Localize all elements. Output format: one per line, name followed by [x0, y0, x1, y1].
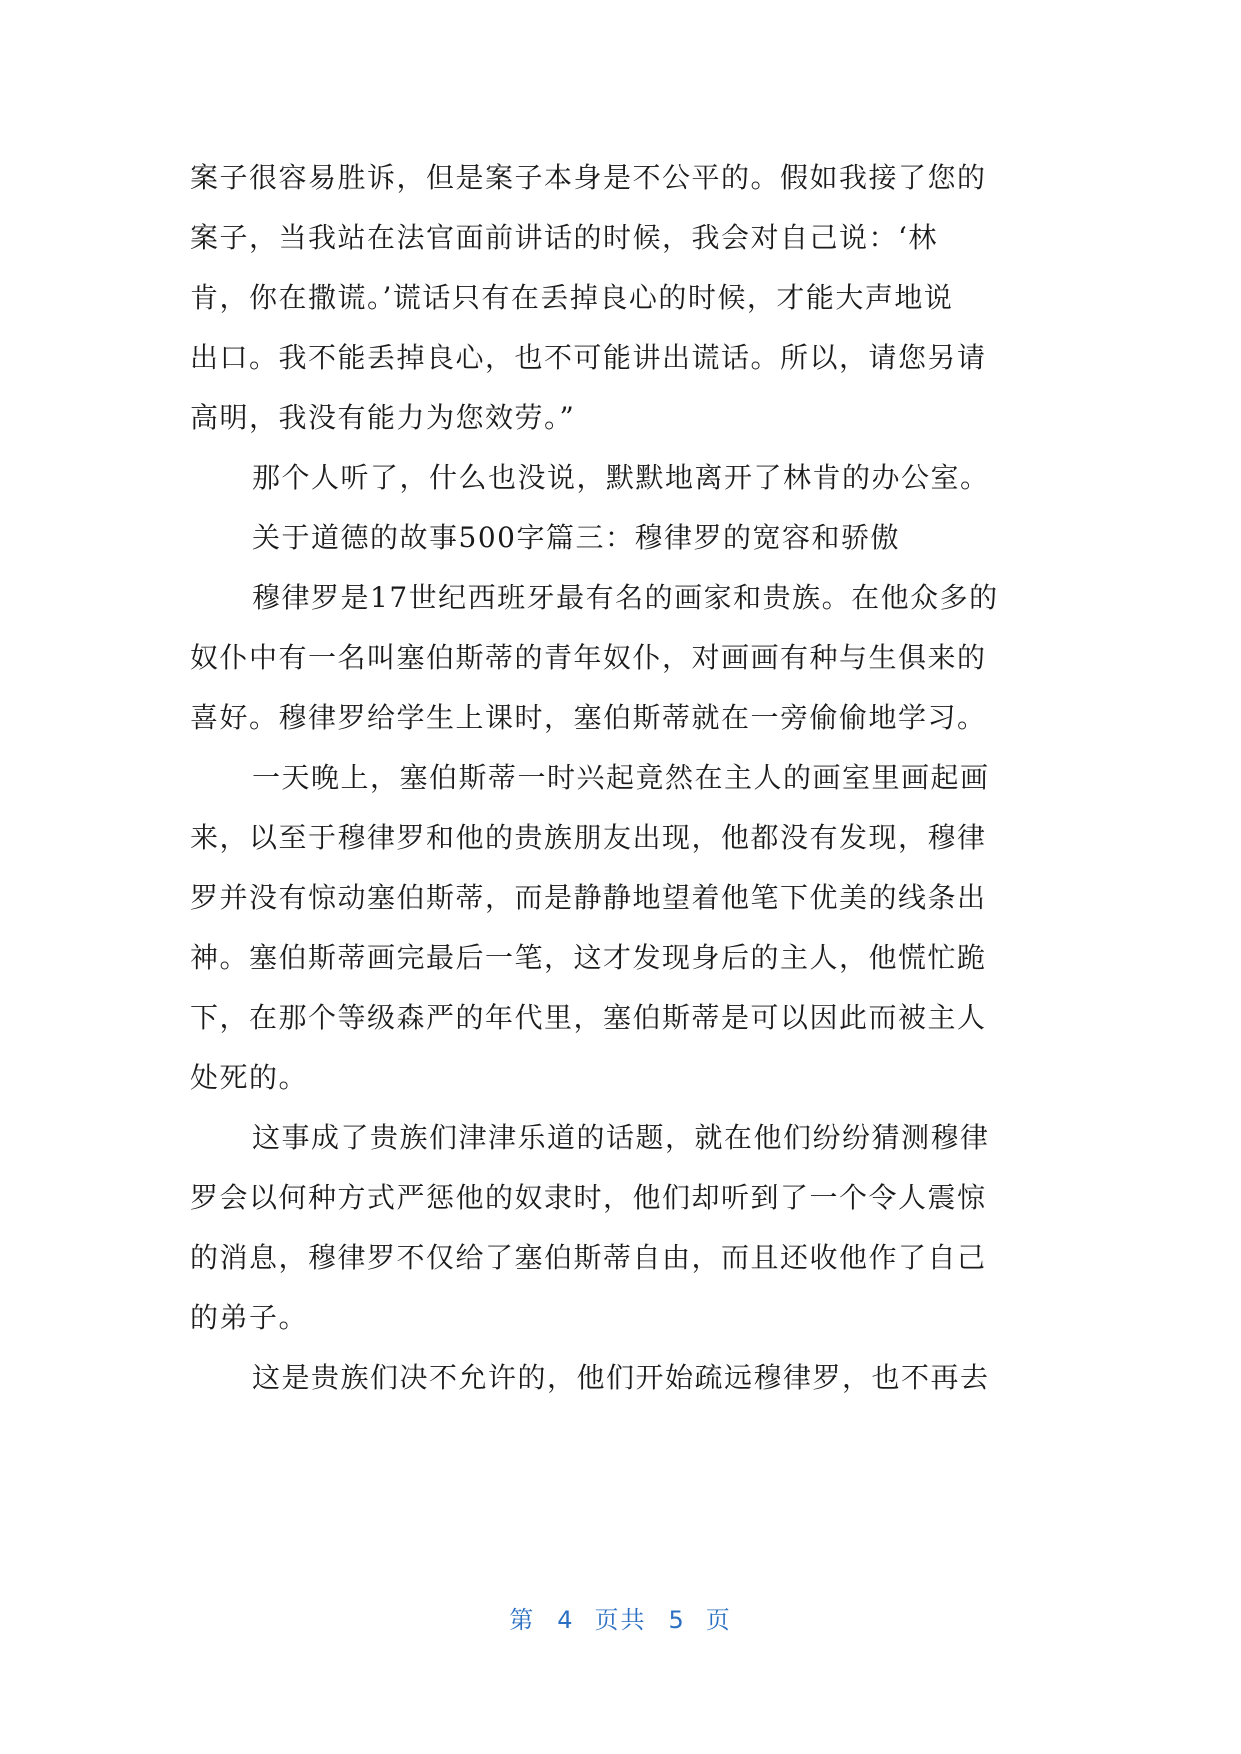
page-footer	[0, 1600, 1241, 1640]
footer-label-suffix: 页	[705, 1606, 732, 1634]
text-line: 处死的。	[190, 1061, 309, 1094]
text-line: 奴仆中有一名叫塞伯斯蒂的青年奴仆，对画画有种与生俱来的	[190, 641, 987, 674]
text-line: 穆律罗是17世纪西班牙最有名的画家和贵族。在他众多的	[252, 581, 999, 614]
text-line: 这事成了贵族们津津乐道的话题，就在他们纷纷猜测穆律	[252, 1121, 990, 1154]
text-line: 出口。我不能丢掉良心，也不可能讲出谎话。所以，请您另请	[190, 341, 987, 374]
text-line: 下，在那个等级森严的年代里，塞伯斯蒂是可以因此而被主人	[190, 1001, 987, 1034]
text-line: 案子，当我站在法官面前讲话的时候，我会对自己说：‘林	[190, 221, 938, 254]
text-line: 神。塞伯斯蒂画完最后一笔，这才发现身后的主人，他慌忙跪	[190, 941, 987, 974]
text-line: 肯，你在撒谎。’谎话只有在丢掉良心的时候，才能大声地说	[190, 281, 954, 314]
text-line: 的弟子。	[190, 1301, 309, 1334]
text-line: 案子很容易胜诉，但是案子本身是不公平的。假如我接了您的	[190, 161, 987, 194]
text-line: 高明，我没有能力为您效劳。”	[190, 401, 576, 434]
footer-label-middle: 页共	[594, 1606, 647, 1634]
current-page-number: 4	[557, 1606, 573, 1634]
section-heading: 关于道德的故事500字篇三：穆律罗的宽容和骄傲	[252, 521, 900, 554]
footer-label-prefix: 第	[509, 1606, 536, 1634]
text-line: 那个人听了，什么也没说，默默地离开了林肯的办公室。	[252, 461, 990, 494]
text-line: 这是贵族们决不允许的，他们开始疏远穆律罗，也不再去	[252, 1361, 990, 1394]
text-line: 喜好。穆律罗给学生上课时，塞伯斯蒂就在一旁偷偷地学习。	[190, 701, 987, 734]
text-line: 罗会以何种方式严惩他的奴隶时，他们却听到了一个令人震惊	[190, 1181, 987, 1214]
text-line: 一天晚上，塞伯斯蒂一时兴起竟然在主人的画室里画起画	[252, 761, 990, 794]
text-line: 的消息，穆律罗不仅给了塞伯斯蒂自由，而且还收他作了自己	[190, 1241, 987, 1274]
total-pages-number: 5	[668, 1606, 684, 1634]
text-line: 罗并没有惊动塞伯斯蒂，而是静静地望着他笔下优美的线条出	[190, 881, 987, 914]
text-line: 来，以至于穆律罗和他的贵族朋友出现，他都没有发现，穆律	[190, 821, 987, 854]
